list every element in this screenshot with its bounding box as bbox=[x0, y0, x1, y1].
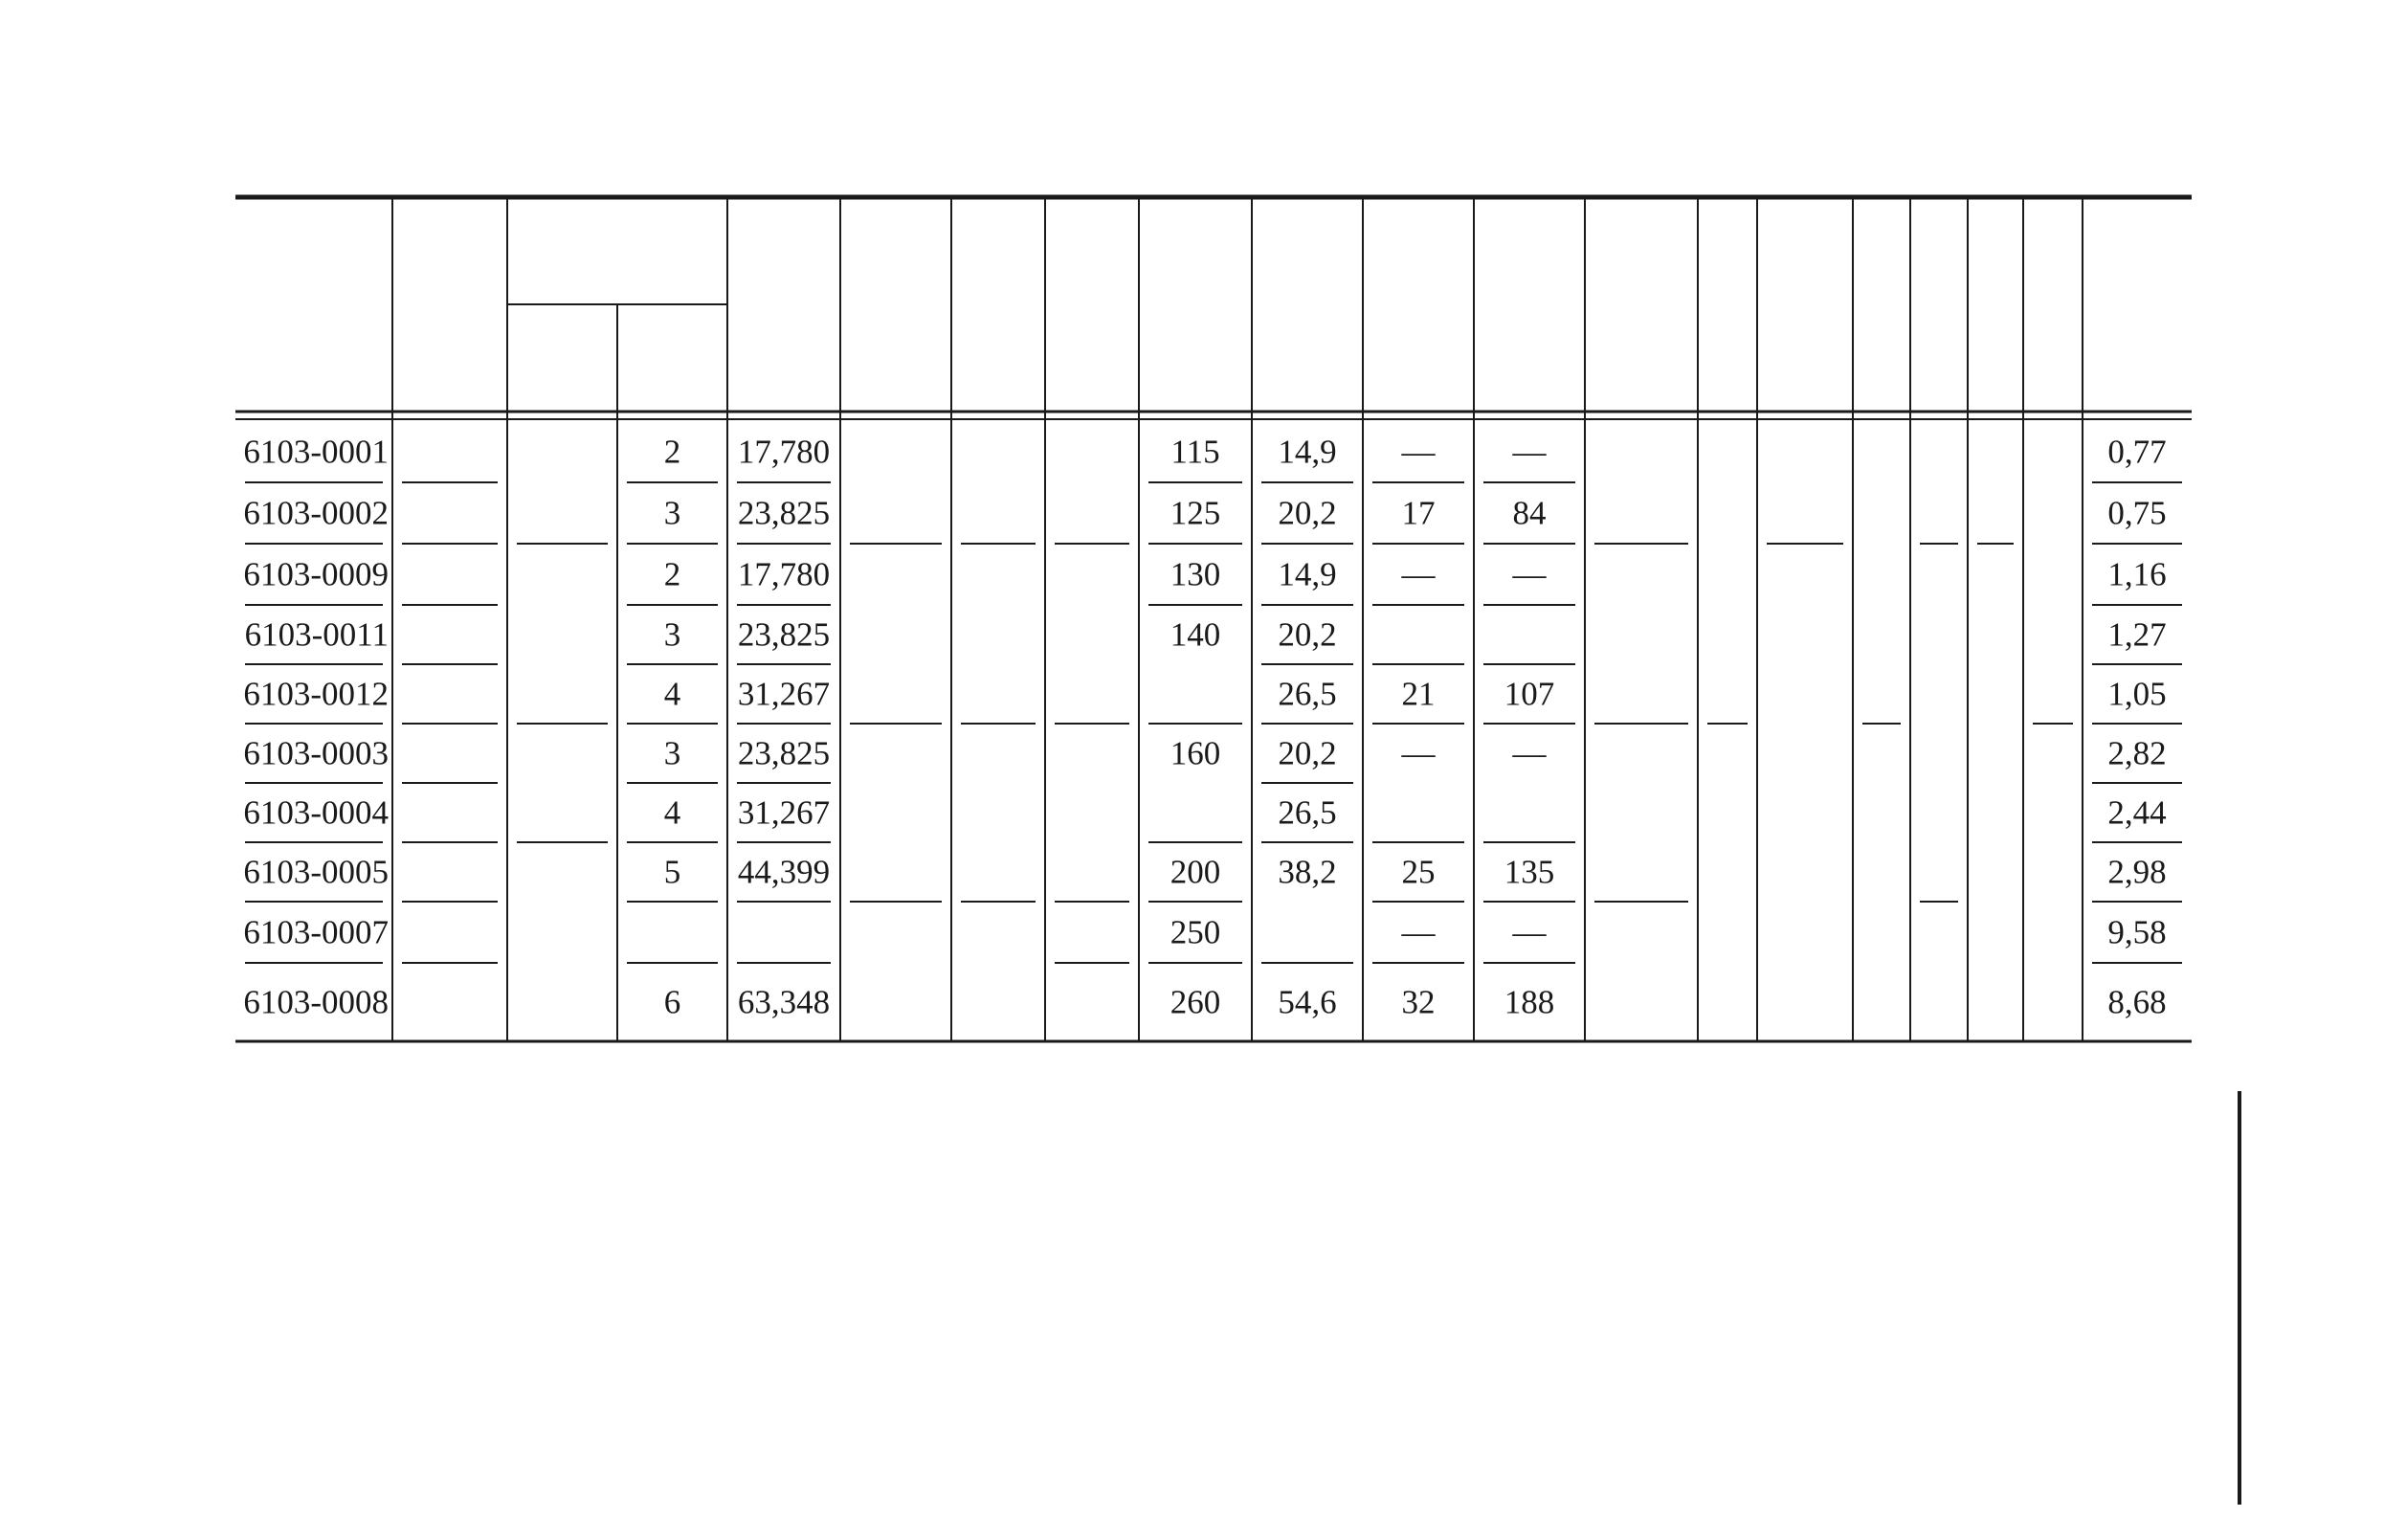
D-cell: 23,825 bbox=[737, 734, 831, 772]
l-cell: 84 bbox=[1512, 494, 1547, 532]
mass-cell: 2,44 bbox=[2107, 793, 2167, 832]
D-cell: 31,267 bbox=[737, 793, 831, 832]
l-cell: — bbox=[1512, 734, 1547, 772]
l-cell: — bbox=[1512, 555, 1547, 593]
l-cell: — bbox=[1512, 433, 1547, 471]
D-cell: 23,825 bbox=[737, 615, 831, 654]
designation-cell: 6103-0008 bbox=[243, 983, 389, 1021]
morse-cone-cell: 3 bbox=[663, 734, 681, 772]
morse-cone-cell: 2 bbox=[663, 433, 681, 471]
d1-cell: 32 bbox=[1401, 983, 1436, 1021]
morse-cone-cell: 4 bbox=[663, 675, 681, 713]
d-cell: 20,2 bbox=[1278, 615, 1337, 654]
d1-cell: — bbox=[1401, 433, 1436, 471]
L-cell: 250 bbox=[1170, 913, 1221, 951]
d-cell: 20,2 bbox=[1278, 734, 1337, 772]
L-cell: 130 bbox=[1170, 555, 1221, 593]
morse-cone-cell: 5 bbox=[663, 853, 681, 891]
L-cell: 160 bbox=[1170, 734, 1221, 772]
designation-cell: 6103-0005 bbox=[243, 853, 389, 891]
designation-cell: 6103-0009 bbox=[243, 555, 389, 593]
L-cell: 125 bbox=[1170, 494, 1221, 532]
morse-cone-cell: 6 bbox=[663, 983, 681, 1021]
designation-cell: 6103-0003 bbox=[243, 734, 389, 772]
d-cell: 54,6 bbox=[1278, 983, 1337, 1021]
L-cell: 200 bbox=[1170, 853, 1221, 891]
mass-cell: 1,16 bbox=[2107, 555, 2167, 593]
d-cell: 26,5 bbox=[1278, 675, 1337, 713]
designation-cell: 6103-0004 bbox=[243, 793, 389, 832]
d-cell: 14,9 bbox=[1278, 555, 1337, 593]
D-cell: 31,267 bbox=[737, 675, 831, 713]
d-cell: 20,2 bbox=[1278, 494, 1337, 532]
designation-cell: 6103-0002 bbox=[243, 494, 389, 532]
D-cell: 44,399 bbox=[737, 853, 831, 891]
d1-cell: — bbox=[1401, 555, 1436, 593]
mass-cell: 2,98 bbox=[2107, 853, 2167, 891]
d1-cell: 25 bbox=[1401, 853, 1436, 891]
D-cell: 63,348 bbox=[737, 983, 831, 1021]
mass-cell: 1,27 bbox=[2107, 615, 2167, 654]
mass-cell: 0,77 bbox=[2107, 433, 2167, 471]
designation-cell: 6103-0007 bbox=[243, 913, 389, 951]
morse-cone-cell: 2 bbox=[663, 555, 681, 593]
d1-cell: 17 bbox=[1401, 494, 1436, 532]
morse-cone-cell: 4 bbox=[663, 793, 681, 832]
mass-cell: 2,82 bbox=[2107, 734, 2167, 772]
D-cell: 23,825 bbox=[737, 494, 831, 532]
d1-cell: 21 bbox=[1401, 675, 1436, 713]
mass-cell: 8,68 bbox=[2107, 983, 2167, 1021]
l-cell: 188 bbox=[1504, 983, 1555, 1021]
mass-cell: 9,58 bbox=[2107, 913, 2167, 951]
d-cell: 26,5 bbox=[1278, 793, 1337, 832]
l-cell: 135 bbox=[1504, 853, 1555, 891]
designation-cell: 6103-0012 bbox=[243, 675, 389, 713]
d1-cell: — bbox=[1401, 913, 1436, 951]
D-cell: 17,780 bbox=[737, 433, 831, 471]
mass-cell: 0,75 bbox=[2107, 494, 2167, 532]
side-rule bbox=[2238, 1091, 2241, 1505]
l-cell: 107 bbox=[1504, 675, 1555, 713]
L-cell: 115 bbox=[1170, 433, 1220, 471]
mass-cell: 1,05 bbox=[2107, 675, 2167, 713]
d-cell: 38,2 bbox=[1278, 853, 1337, 891]
l-cell: — bbox=[1512, 913, 1547, 951]
designation-cell: 6103-0001 bbox=[243, 433, 389, 471]
d-cell: 14,9 bbox=[1278, 433, 1337, 471]
L-cell: 260 bbox=[1170, 983, 1221, 1021]
morse-cone-cell: 3 bbox=[663, 615, 681, 654]
morse-cone-cell: 3 bbox=[663, 494, 681, 532]
L-cell: 140 bbox=[1170, 615, 1221, 654]
d1-cell: — bbox=[1401, 734, 1436, 772]
designation-cell: 6103-0011 bbox=[244, 615, 389, 654]
D-cell: 17,780 bbox=[737, 555, 831, 593]
